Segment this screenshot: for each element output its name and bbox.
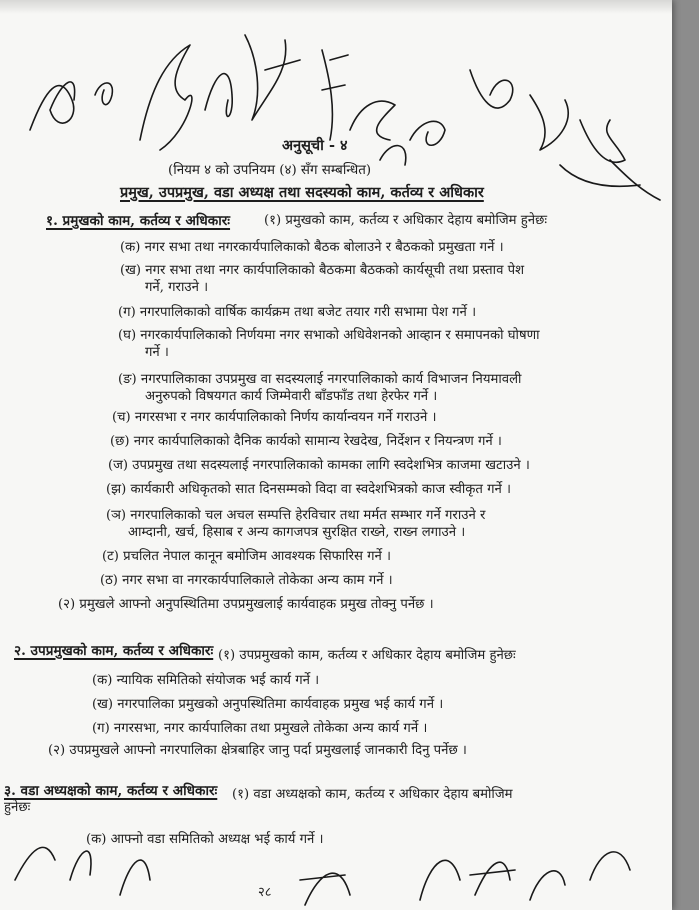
list-item: (क) नगर सभा तथा नगरकार्यपालिकाको बैठक बोलाउने र बैठकको प्रमुखता गर्ने । — [120, 240, 504, 255]
list-item: (घ) नगरकार्यपालिकाको निर्णयमा नगर सभाको अधिवेशनको आव्हान र समापनको घोषणा — [118, 328, 540, 343]
list-item: (ठ) नगर सभा वा नगरकार्यपालिकाले तोकेका अन्य काम गर्ने । — [100, 573, 393, 588]
list-item: (ख) नगरपालिका प्रमुखको अनुपस्थितिमा कार्यवाहक प्रमुख भई कार्य गर्ने । — [92, 697, 444, 712]
page-number: २८ — [258, 885, 272, 900]
list-item: (च) नगरसभा र नगर कार्यपालिकाको निर्णय कार्यान्वयन गर्ने गराउने । — [112, 410, 437, 425]
list-item: (ट) प्रचलित नेपाल कानून बमोजिम आवश्यक सिफारिस गर्ने । — [102, 549, 392, 564]
section-1-heading: १. प्रमुखको काम, कर्तव्य र अधिकारः — [46, 213, 231, 229]
section-3-intro: (१) वडा अध्यक्षको काम, कर्तव्य र अधिकार देहाय बमोजिम — [232, 787, 513, 802]
list-item-continuation: गर्ने । — [145, 345, 169, 360]
list-item: (क) न्यायिक समितिको संयोजक भई कार्य गर्ने । — [92, 673, 320, 688]
list-item: (छ) नगर कार्यपालिकाको दैनिक कार्यको सामान्य रेखदेख, निर्देशन र नियन्त्रण गर्ने । — [110, 434, 502, 449]
list-item: (ञ) नगरपालिकाको चल अचल सम्पत्ति हेरविचार तथा मर्मत सम्भार गर्ने गराउने र — [106, 508, 486, 523]
list-item: (झ) कार्यकारी अधिकृतको सात दिनसम्मको विदा वा स्वदेशभित्रको काज स्वीकृत गर्ने । — [106, 482, 512, 497]
section-2-sub2: (२) उपप्रमुखले आफ्नो नगरपालिका क्षेत्रबाहिर जानु पर्दा प्रमुखलाई जानकारी दिनु पर्नेछ । — [48, 743, 467, 758]
section-3-heading: ३. वडा अध्यक्षको काम, कर्तव्य र अधिकारः — [4, 783, 218, 799]
list-item: (क) आफ्नो वडा समितिको अध्यक्ष भई कार्य गर्ने । — [86, 832, 324, 847]
list-item: (ङ) नगरपालिकाका उपप्रमुख वा सदस्यलाई नगरपालिकाको कार्य विभाजन नियमावली — [118, 372, 522, 387]
section-2-intro: (१) उपप्रमुखको काम, कर्तव्य र अधिकार देहाय बमोजिम हुनेछः — [218, 648, 516, 663]
list-item: (ग) नगरसभा, नगर कार्यपालिका तथा प्रमुखले तोकेका अन्य कार्य गर्ने । — [92, 721, 428, 736]
section-2-heading: २. उपप्रमुखको काम, कर्तव्य र अधिकारः — [14, 643, 214, 659]
list-item-continuation: गर्ने, गराउने । — [145, 280, 209, 295]
section-1-sub2: (२) प्रमुखले आफ्नो अनुपस्थितिमा उपप्रमुखलाई कार्यवाहक प्रमुख तोक्नु पर्नेछ । — [58, 597, 434, 612]
list-item-continuation: आम्दानी, खर्च, हिसाब र अन्य कागजपत्र सुरक्षित राख्ने, राख्न लगाउने । — [128, 525, 466, 540]
schedule-title: अनुसूची - ४ — [282, 137, 348, 154]
list-item-continuation: अनुरुपको विषयगत कार्य जिम्मेवारी बाँडफाँड तथा हेरफेर गर्ने । — [145, 389, 438, 404]
section-1-intro: (१) प्रमुखको काम, कर्तव्य र अधिकार देहाय बमोजिम हुनेछः — [264, 213, 547, 228]
rule-reference: (नियम ४ को उपनियम (४) सँग सम्बन्धित) — [168, 163, 372, 178]
section-3-intro-continuation: हुनेछः — [4, 800, 31, 815]
list-item: (ख) नगर सभा तथा नगर कार्यपालिकाको बैठकमा बैठकको कार्यसूची तथा प्रस्ताव पेश — [120, 263, 525, 278]
document-heading: प्रमुख, उपप्रमुख, वडा अध्यक्ष तथा सदस्यको काम, कर्तव्य र अधिकार — [120, 184, 484, 201]
list-item: (ज) उपप्रमुख तथा सदस्यलाई नगरपालिकाको कामका लागि स्वदेशभित्र काजमा खटाउने । — [108, 458, 530, 473]
list-item: (ग) नगरपालिकाको वार्षिक कार्यक्रम तथा बजेट तयार गरी सभामा पेश गर्ने । — [118, 305, 477, 320]
